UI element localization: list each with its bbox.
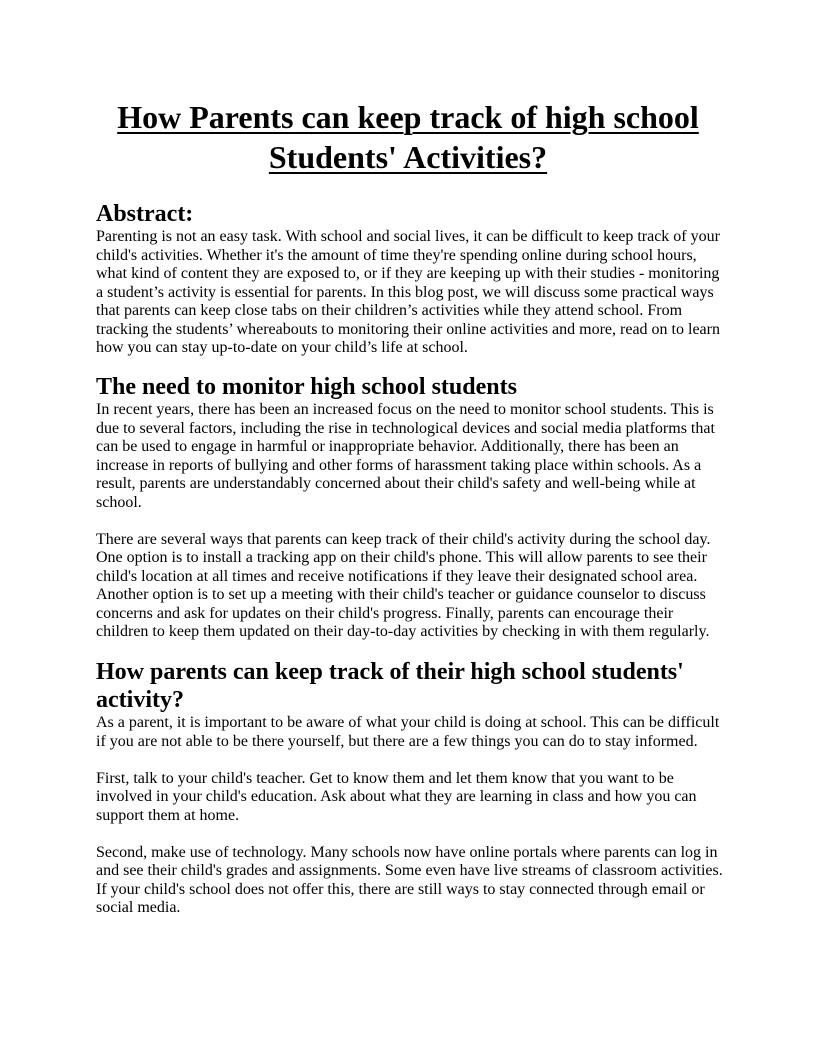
paragraph-spacer bbox=[96, 512, 726, 531]
section-how-parents-track bbox=[96, 658, 726, 918]
section-paragraph: Second, make use of technology. Many schools now have online portals where parents can log in and see their child's grades and assignments. Some even have live streams of classroom activities. If your child's school does not offer this, there are still ways to stay connected through email or social media. bbox=[96, 843, 723, 916]
section-paragraph: In recent years, there has been an increased focus on the need to monitor school students. This is due to several factors, including the rise in technological devices and social media platforms that can be used to engage in harmful or inappropriate behavior. Additionally, there has been an increase in reports of bullying and other forms of harassment taking place within schools. As a result, parents are understandably concerned about their child's safety and well-being while at school. bbox=[96, 401, 715, 511]
section-paragraph: Parenting is not an easy task. With school and social lives, it can be difficult to keep track of your child's activities. Whether it's the amount of time they're spending online during school hours, what kind of content they are exposed to, or if they are keeping up with their studies - monitoring a student’s activity is essential for parents. In this blog post, we will discuss some practical ways that parents can keep close tabs on their children’s activities while they attend school. From tracking the students’ whereabouts to monitoring their online activities and more, read on to learn how you can stay up-to-date on your child’s life at school. bbox=[96, 228, 720, 356]
page-title: How Parents can keep track of high school Students' Activities? bbox=[117, 99, 699, 175]
section-heading: The need to monitor high school students bbox=[96, 374, 517, 400]
section-paragraph: First, talk to your child's teacher. Get to know them and let them know that you want to be involved in your child's education. Ask about what they are learning in class and how you can support them at home. bbox=[96, 769, 697, 824]
paragraph-spacer bbox=[96, 825, 726, 844]
section-paragraph: There are several ways that parents can keep track of their child's activity during the school day. One option is to install a tracking app on their child's phone. This will allow parents to see their child's location at all times and receive notifications if they leave their designated school area. Another option is to set up a meeting with their child's teacher or guidance counselor to discuss concerns and ask for updates on their child's progress. Finally, parents can encourage their children to keep them updated on their day-to-day activities by checking in with them regularly. bbox=[96, 530, 711, 640]
section-abstract bbox=[96, 200, 726, 358]
section-need-to-monitor bbox=[96, 373, 726, 642]
section-heading: Abstract: bbox=[96, 201, 194, 227]
paragraph-spacer bbox=[96, 751, 726, 770]
section-paragraph: As a parent, it is important to be aware of what your child is doing at school. This can be difficult if you are not able to be there yourself, but there are a few things you can do to stay informed. bbox=[96, 714, 720, 750]
section-heading: How parents can keep track of their high school students' activity? bbox=[96, 659, 684, 713]
